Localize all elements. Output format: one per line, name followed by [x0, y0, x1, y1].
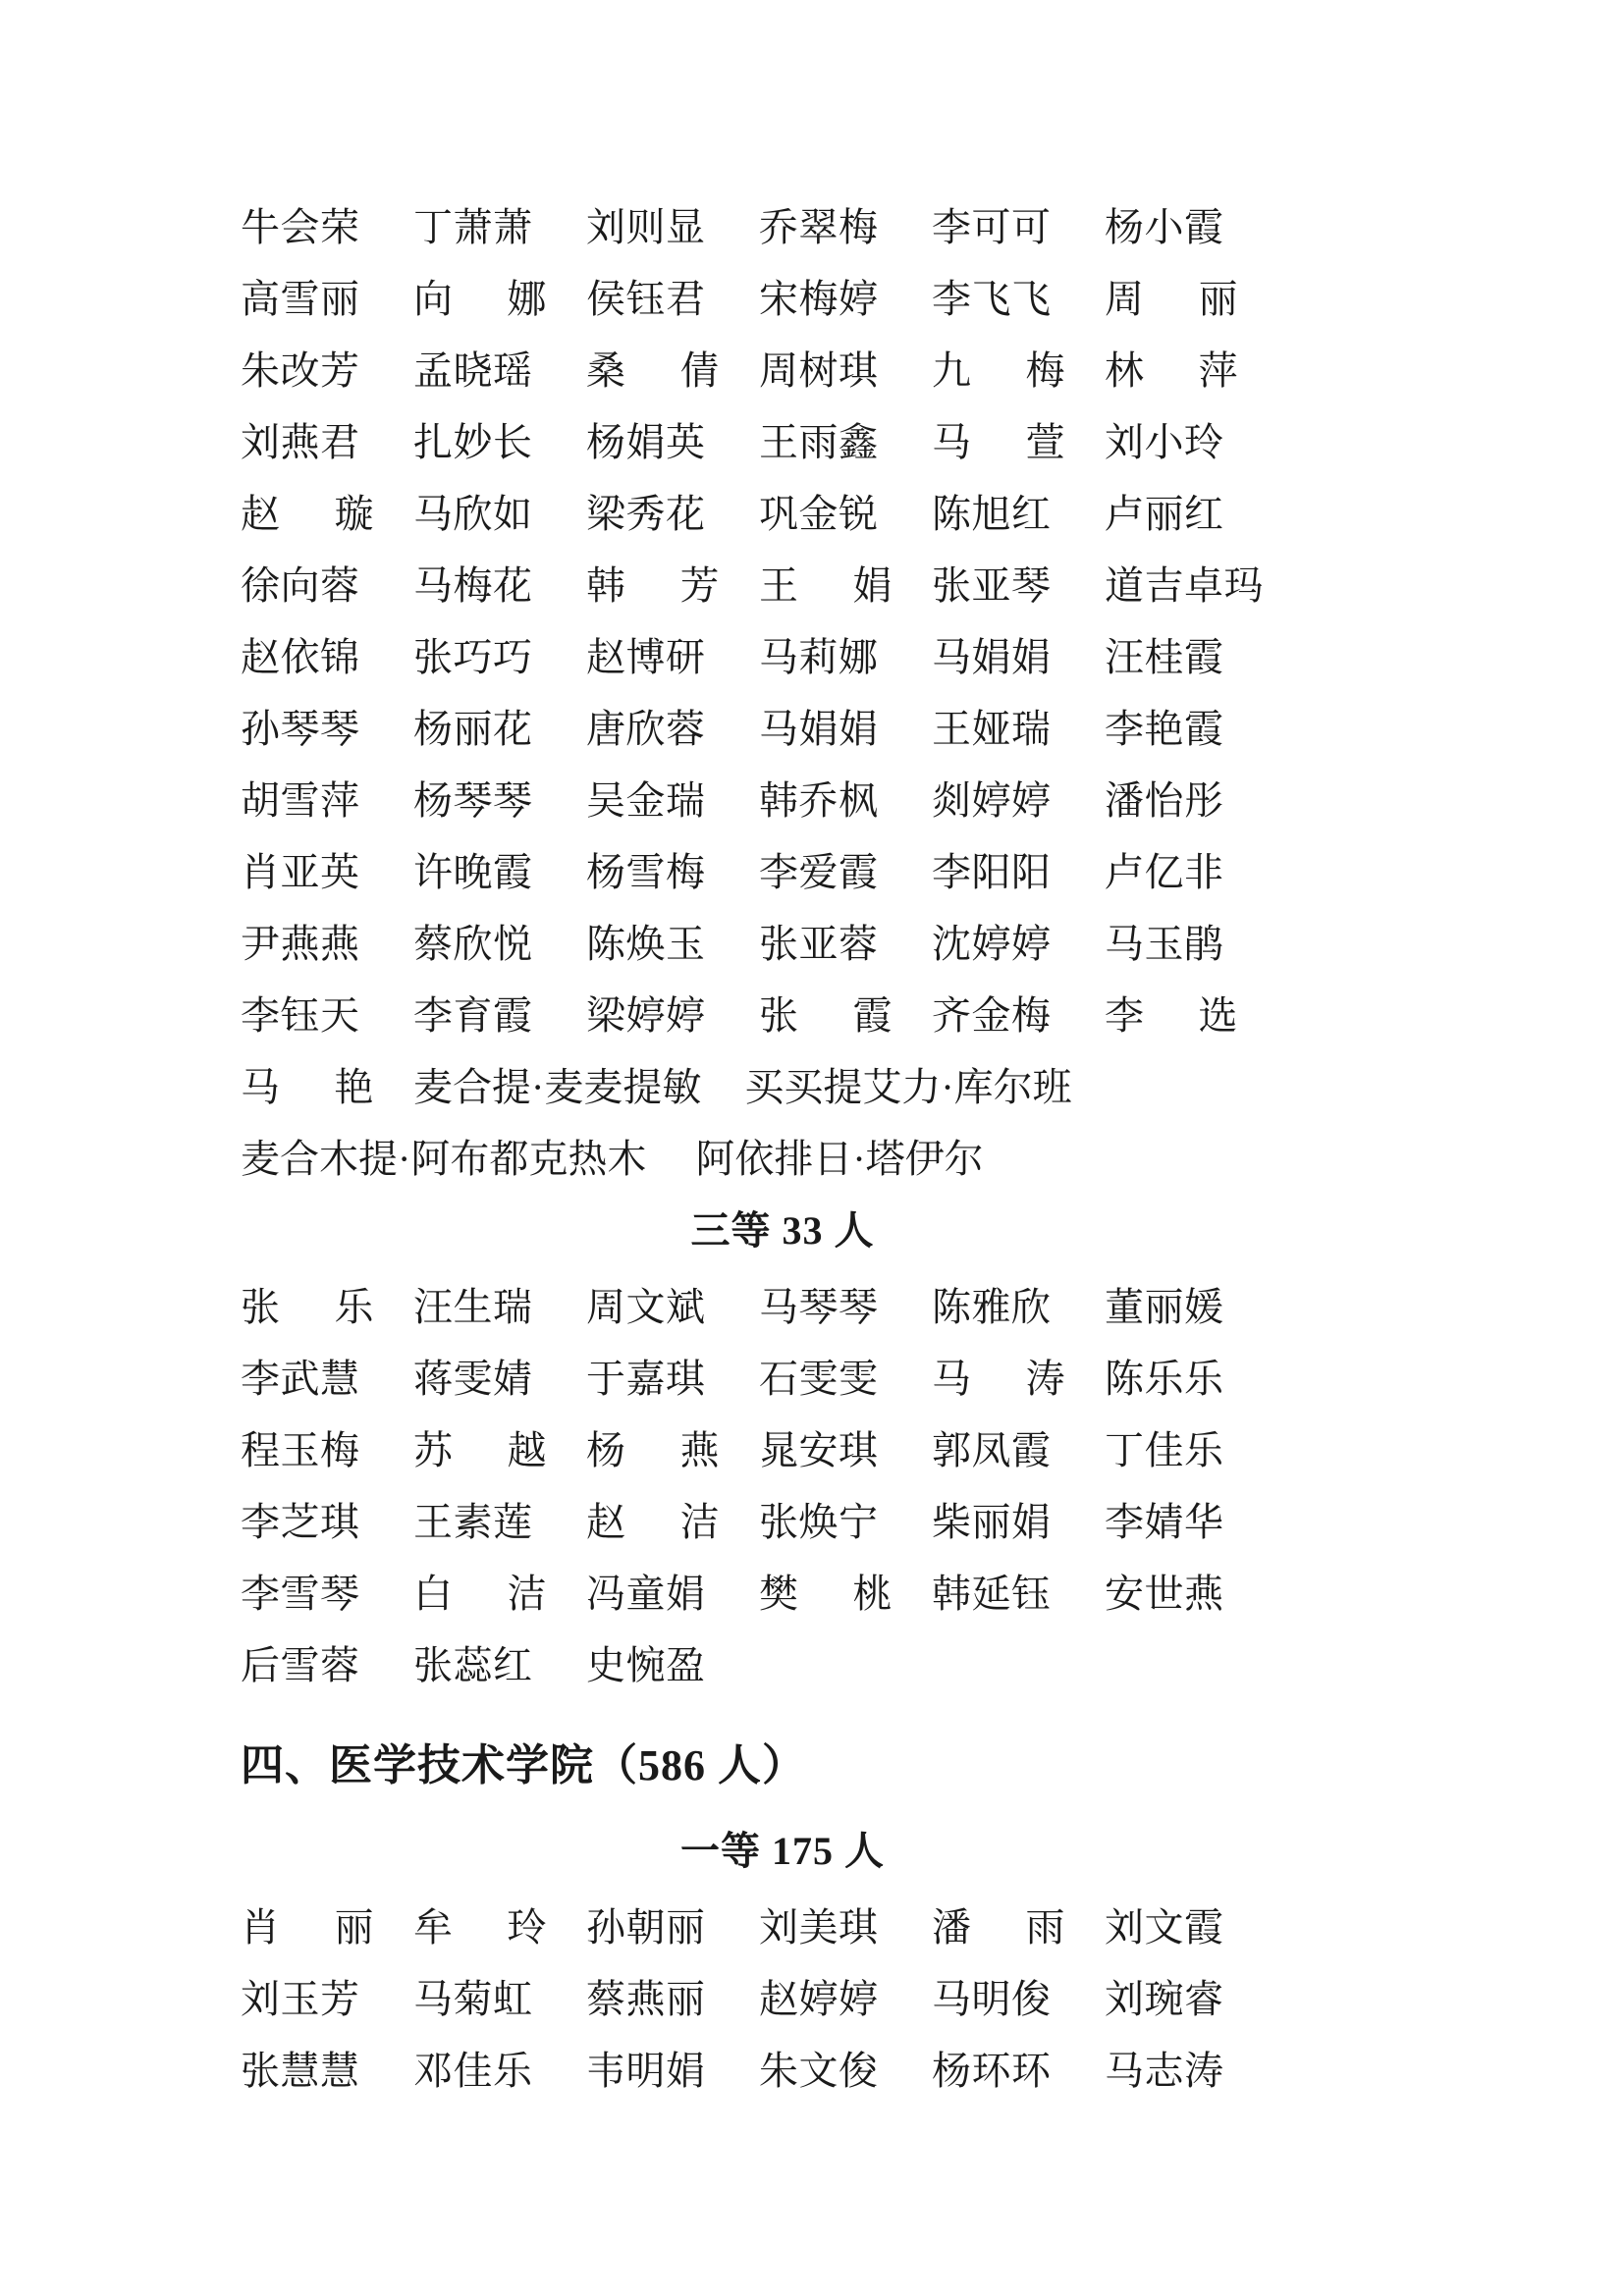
name-text: 韩芳	[586, 563, 720, 608]
name-cell	[413, 908, 586, 980]
name-text: 韦明娟	[586, 2049, 706, 2093]
name-cell	[1105, 765, 1277, 836]
name-cell	[932, 1343, 1105, 1415]
name-text: 张霞	[759, 993, 893, 1038]
name-row	[241, 836, 1452, 908]
name-text: 蔡欣悦	[413, 922, 533, 966]
name-cell	[932, 406, 1105, 478]
name-cell	[413, 836, 586, 908]
name-cell	[586, 263, 759, 335]
name-text: 卢丽红	[1105, 492, 1224, 536]
name-text: 道吉卓玛	[1105, 563, 1264, 608]
name-cell	[241, 1486, 413, 1558]
name-text: 李艳霞	[1105, 707, 1224, 751]
name-text: 蒋雯婧	[413, 1357, 533, 1401]
name-text: 韩乔枫	[759, 778, 879, 823]
name-text: 杨琴琴	[413, 778, 533, 823]
name-text: 李武慧	[241, 1357, 360, 1401]
name-cell	[1105, 1963, 1277, 2035]
name-cell	[413, 1629, 586, 1701]
name-cell	[586, 1415, 759, 1486]
name-row	[241, 1415, 1452, 1486]
name-cell	[413, 1963, 586, 2035]
name-cell	[586, 1892, 759, 1963]
name-cell-long: 麦合木提·阿布都克热木	[241, 1137, 647, 1181]
name-cell	[241, 191, 413, 263]
name-text: 刘琬睿	[1105, 1977, 1224, 2021]
name-cell	[241, 335, 413, 406]
name-cell	[1105, 550, 1277, 621]
name-text: 于嘉琪	[586, 1357, 706, 1401]
name-cell	[1105, 263, 1277, 335]
name-text: 赵婷婷	[759, 1977, 879, 2021]
name-cell	[413, 693, 586, 765]
name-cell	[413, 2035, 586, 2107]
name-list-first-prize	[241, 1892, 1452, 2107]
name-text: 孟晓瑶	[413, 348, 533, 393]
name-text: 周文斌	[586, 1285, 706, 1329]
name-cell	[1105, 191, 1277, 263]
name-cell	[932, 478, 1105, 550]
name-text: 刘燕君	[241, 420, 360, 464]
name-cell	[932, 191, 1105, 263]
name-cell	[759, 836, 932, 908]
name-cell	[1105, 693, 1277, 765]
name-cell	[759, 263, 932, 335]
name-text: 安世燕	[1105, 1572, 1224, 1616]
name-cell	[413, 1892, 586, 1963]
name-cell	[932, 1415, 1105, 1486]
name-text: 马莉娜	[759, 635, 879, 679]
name-text: 马明俊	[932, 1977, 1052, 2021]
name-text: 剡婷婷	[932, 778, 1052, 823]
name-text: 张亚蓉	[759, 922, 879, 966]
name-text: 潘怡彤	[1105, 778, 1224, 823]
name-text: 郭凤霞	[932, 1428, 1052, 1472]
name-cell	[413, 406, 586, 478]
name-text: 沈婷婷	[932, 922, 1052, 966]
name-text: 蔡燕丽	[586, 1977, 706, 2021]
name-text: 杨丽花	[413, 707, 533, 751]
name-text: 张慧慧	[241, 2049, 360, 2093]
name-cell	[241, 1343, 413, 1415]
name-cell	[586, 693, 759, 765]
name-text: 李选	[1105, 993, 1238, 1038]
name-text: 苏越	[413, 1428, 547, 1472]
name-cell	[413, 980, 586, 1051]
name-text: 刘则显	[586, 205, 706, 249]
name-text: 李雪琴	[241, 1572, 360, 1616]
section-heading-college: 四、医学技术学院（586 人）	[241, 1741, 806, 1789]
name-cell	[241, 478, 413, 550]
name-text: 李可可	[932, 205, 1052, 249]
name-text: 晁安琪	[759, 1428, 879, 1472]
name-cell	[759, 1558, 932, 1629]
name-cell-long: 麦合提·麦麦提敏	[413, 1065, 702, 1109]
name-cell	[241, 2035, 413, 2107]
name-cell	[586, 1963, 759, 2035]
name-text: 吴金瑞	[586, 778, 706, 823]
name-text: 张亚琴	[932, 563, 1052, 608]
name-cell	[932, 980, 1105, 1051]
name-cell	[932, 1558, 1105, 1629]
name-cell	[759, 1415, 932, 1486]
name-cell	[1105, 1271, 1277, 1343]
name-text: 扎妙长	[413, 420, 533, 464]
name-text: 汪桂霞	[1105, 635, 1224, 679]
name-row	[241, 406, 1452, 478]
name-text: 马娟娟	[932, 635, 1052, 679]
name-cell	[1105, 1892, 1277, 1963]
name-cell	[759, 621, 932, 693]
name-cell	[413, 478, 586, 550]
name-row	[241, 550, 1452, 621]
name-text: 刘玉芳	[241, 1977, 360, 2021]
name-text: 李芝琪	[241, 1500, 360, 1544]
name-cell	[1105, 1415, 1277, 1486]
name-cell	[932, 335, 1105, 406]
name-text: 赵洁	[586, 1500, 720, 1544]
name-text: 赵博研	[586, 635, 706, 679]
name-text: 高雪丽	[241, 277, 360, 321]
name-cell	[1105, 335, 1277, 406]
name-row	[241, 693, 1452, 765]
name-cell	[413, 1415, 586, 1486]
name-text: 马萱	[932, 420, 1065, 464]
name-cell	[586, 406, 759, 478]
name-text: 杨娟英	[586, 420, 706, 464]
name-row	[241, 191, 1452, 263]
name-cell	[759, 335, 932, 406]
name-text: 桑倩	[586, 348, 720, 393]
name-text: 肖丽	[241, 1905, 374, 1949]
name-cell	[932, 693, 1105, 765]
name-row	[241, 765, 1452, 836]
name-cell	[759, 406, 932, 478]
long-name-row-1	[241, 1051, 1452, 1123]
name-cell	[759, 1486, 932, 1558]
name-text: 白洁	[413, 1572, 547, 1616]
name-text: 林萍	[1105, 348, 1238, 393]
name-row	[241, 621, 1452, 693]
name-text: 杨环环	[932, 2049, 1052, 2093]
long-name-row-2	[241, 1123, 1452, 1195]
name-cell	[759, 693, 932, 765]
name-text: 徐向蓉	[241, 563, 360, 608]
name-cell	[241, 765, 413, 836]
name-text: 张巧巧	[413, 635, 533, 679]
name-text: 张蕊红	[413, 1643, 533, 1687]
name-text: 陈乐乐	[1105, 1357, 1224, 1401]
name-text: 卢亿非	[1105, 850, 1224, 894]
name-text: 李阳阳	[932, 850, 1052, 894]
name-cell	[241, 406, 413, 478]
name-cell	[759, 1271, 932, 1343]
name-text: 齐金梅	[932, 993, 1052, 1038]
name-cell	[1105, 2035, 1277, 2107]
name-cell	[413, 621, 586, 693]
name-row	[241, 980, 1452, 1051]
name-cell	[932, 2035, 1105, 2107]
name-text: 孙琴琴	[241, 707, 360, 751]
name-cell	[759, 2035, 932, 2107]
name-cell	[413, 1486, 586, 1558]
name-cell	[413, 191, 586, 263]
name-cell	[413, 1343, 586, 1415]
name-cell	[932, 263, 1105, 335]
name-text: 杨小霞	[1105, 205, 1224, 249]
name-text: 马琴琴	[759, 1285, 879, 1329]
name-cell	[586, 1343, 759, 1415]
name-row	[241, 908, 1452, 980]
name-text: 汪生瑞	[413, 1285, 533, 1329]
name-cell	[759, 765, 932, 836]
name-row	[241, 1343, 1452, 1415]
name-text: 马梅花	[413, 563, 533, 608]
name-list-third-prize	[241, 1271, 1452, 1701]
name-cell	[241, 550, 413, 621]
name-text: 陈焕玉	[586, 922, 706, 966]
name-text: 程玉梅	[241, 1428, 360, 1472]
name-cell-long: 买买提艾力·库尔班	[744, 1065, 1072, 1109]
name-text: 李钰天	[241, 993, 360, 1038]
name-text: 乔翠梅	[759, 205, 879, 249]
name-text: 柴丽娟	[932, 1500, 1052, 1544]
name-cell	[759, 550, 932, 621]
name-text: 马娟娟	[759, 707, 879, 751]
name-text: 刘小玲	[1105, 420, 1224, 464]
name-text: 向娜	[413, 277, 547, 321]
name-cell	[241, 621, 413, 693]
name-cell	[241, 1415, 413, 1486]
name-text: 杨燕	[586, 1428, 720, 1472]
name-cell	[1105, 908, 1277, 980]
name-cell	[586, 191, 759, 263]
name-cell	[759, 478, 932, 550]
name-cell	[413, 263, 586, 335]
name-row	[241, 335, 1452, 406]
name-cell	[586, 621, 759, 693]
name-cell	[586, 478, 759, 550]
name-row	[241, 1963, 1452, 2035]
name-text: 丁萧萧	[413, 205, 533, 249]
name-cell	[586, 550, 759, 621]
name-text: 冯童娟	[586, 1572, 706, 1616]
name-cell	[586, 908, 759, 980]
name-cell	[241, 693, 413, 765]
name-cell	[586, 1486, 759, 1558]
name-text: 九梅	[932, 348, 1065, 393]
name-cell	[932, 765, 1105, 836]
name-cell	[932, 1486, 1105, 1558]
name-text: 马涛	[932, 1357, 1065, 1401]
name-cell	[413, 765, 586, 836]
name-row	[241, 478, 1452, 550]
name-text: 李婧华	[1105, 1500, 1224, 1544]
name-cell	[241, 1271, 413, 1343]
name-text: 潘雨	[932, 1905, 1065, 1949]
name-text: 张乐	[241, 1285, 374, 1329]
name-text: 牛会荣	[241, 205, 360, 249]
name-cell	[932, 836, 1105, 908]
name-cell	[241, 836, 413, 908]
name-cell	[241, 1629, 413, 1701]
name-row	[241, 1558, 1452, 1629]
name-text: 唐欣蓉	[586, 707, 706, 751]
name-cell	[932, 550, 1105, 621]
name-text: 宋梅婷	[759, 277, 879, 321]
name-row	[241, 263, 1452, 335]
name-cell	[413, 1271, 586, 1343]
name-text: 梁秀花	[586, 492, 706, 536]
name-text: 张焕宁	[759, 1500, 879, 1544]
name-cell	[759, 980, 932, 1051]
name-cell	[586, 980, 759, 1051]
name-text: 李爱霞	[759, 850, 879, 894]
name-text: 许晚霞	[413, 850, 533, 894]
name-cell	[241, 908, 413, 980]
name-cell	[1105, 836, 1277, 908]
name-text: 陈旭红	[932, 492, 1052, 536]
name-text: 后雪蓉	[241, 1643, 360, 1687]
name-text: 巩金锐	[759, 492, 879, 536]
name-text: 朱改芳	[241, 348, 360, 393]
name-cell	[932, 908, 1105, 980]
heading-first-prize: 一等 175 人	[680, 1829, 885, 1873]
name-cell	[413, 335, 586, 406]
name-text: 马欣如	[413, 492, 533, 536]
name-text: 王雨鑫	[759, 420, 879, 464]
name-text: 牟玲	[413, 1905, 547, 1949]
name-text: 董丽媛	[1105, 1285, 1224, 1329]
name-text: 陈雅欣	[932, 1285, 1052, 1329]
name-text: 周丽	[1105, 277, 1238, 321]
name-text: 胡雪萍	[241, 778, 360, 823]
name-cell	[586, 1558, 759, 1629]
name-text: 尹燕燕	[241, 922, 360, 966]
name-list-second-prize	[241, 191, 1452, 1051]
name-text: 孙朝丽	[586, 1905, 706, 1949]
heading-third-prize: 三等 33 人	[690, 1208, 875, 1253]
name-cell	[932, 1963, 1105, 2035]
name-cell	[241, 263, 413, 335]
name-cell	[413, 1558, 586, 1629]
name-text: 李飞飞	[932, 277, 1052, 321]
name-text: 史惋盈	[586, 1643, 706, 1687]
name-cell-long: 阿依排日·塔伊尔	[695, 1137, 984, 1181]
name-text: 马志涛	[1105, 2049, 1224, 2093]
name-cell	[932, 1271, 1105, 1343]
name-cell	[241, 1892, 413, 1963]
name-cell	[241, 980, 413, 1051]
name-row	[241, 1486, 1452, 1558]
name-cell	[1105, 1343, 1277, 1415]
name-row	[241, 1271, 1452, 1343]
name-cell	[413, 550, 586, 621]
name-text: 王素莲	[413, 1500, 533, 1544]
name-cell	[1105, 478, 1277, 550]
name-text: 王娅瑞	[932, 707, 1052, 751]
name-text: 马玉鹃	[1105, 922, 1224, 966]
name-cell: 马艳	[241, 1065, 374, 1109]
name-text: 马菊虹	[413, 1977, 533, 2021]
name-text: 侯钰君	[586, 277, 706, 321]
name-cell	[759, 1343, 932, 1415]
name-cell	[586, 335, 759, 406]
name-row	[241, 2035, 1452, 2107]
name-text: 王娟	[759, 563, 893, 608]
name-cell	[932, 1892, 1105, 1963]
name-row	[241, 1629, 1452, 1701]
name-cell	[586, 2035, 759, 2107]
name-cell	[1105, 980, 1277, 1051]
name-cell	[1105, 1558, 1277, 1629]
name-cell	[1105, 621, 1277, 693]
name-text: 杨雪梅	[586, 850, 706, 894]
name-cell	[586, 1629, 759, 1701]
name-cell	[932, 621, 1105, 693]
name-text: 周树琪	[759, 348, 879, 393]
name-text: 朱文俊	[759, 2049, 879, 2093]
name-text: 肖亚英	[241, 850, 360, 894]
name-cell	[759, 191, 932, 263]
name-text: 邓佳乐	[413, 2049, 533, 2093]
name-text: 梁婷婷	[586, 993, 706, 1038]
name-text: 丁佳乐	[1105, 1428, 1224, 1472]
name-text: 石雯雯	[759, 1357, 879, 1401]
name-text: 刘文霞	[1105, 1905, 1224, 1949]
name-cell	[241, 1963, 413, 2035]
name-cell	[1105, 1486, 1277, 1558]
name-cell	[759, 1963, 932, 2035]
name-cell	[759, 908, 932, 980]
name-text: 赵依锦	[241, 635, 360, 679]
name-cell	[759, 1892, 932, 1963]
name-row	[241, 1892, 1452, 1963]
name-cell	[1105, 406, 1277, 478]
name-text: 刘美琪	[759, 1905, 879, 1949]
name-text: 韩延钰	[932, 1572, 1052, 1616]
name-cell	[586, 836, 759, 908]
name-cell	[586, 1271, 759, 1343]
name-text: 赵璇	[241, 492, 374, 536]
name-text: 樊桃	[759, 1572, 893, 1616]
name-cell	[586, 765, 759, 836]
name-cell	[241, 1558, 413, 1629]
name-text: 李育霞	[413, 993, 533, 1038]
